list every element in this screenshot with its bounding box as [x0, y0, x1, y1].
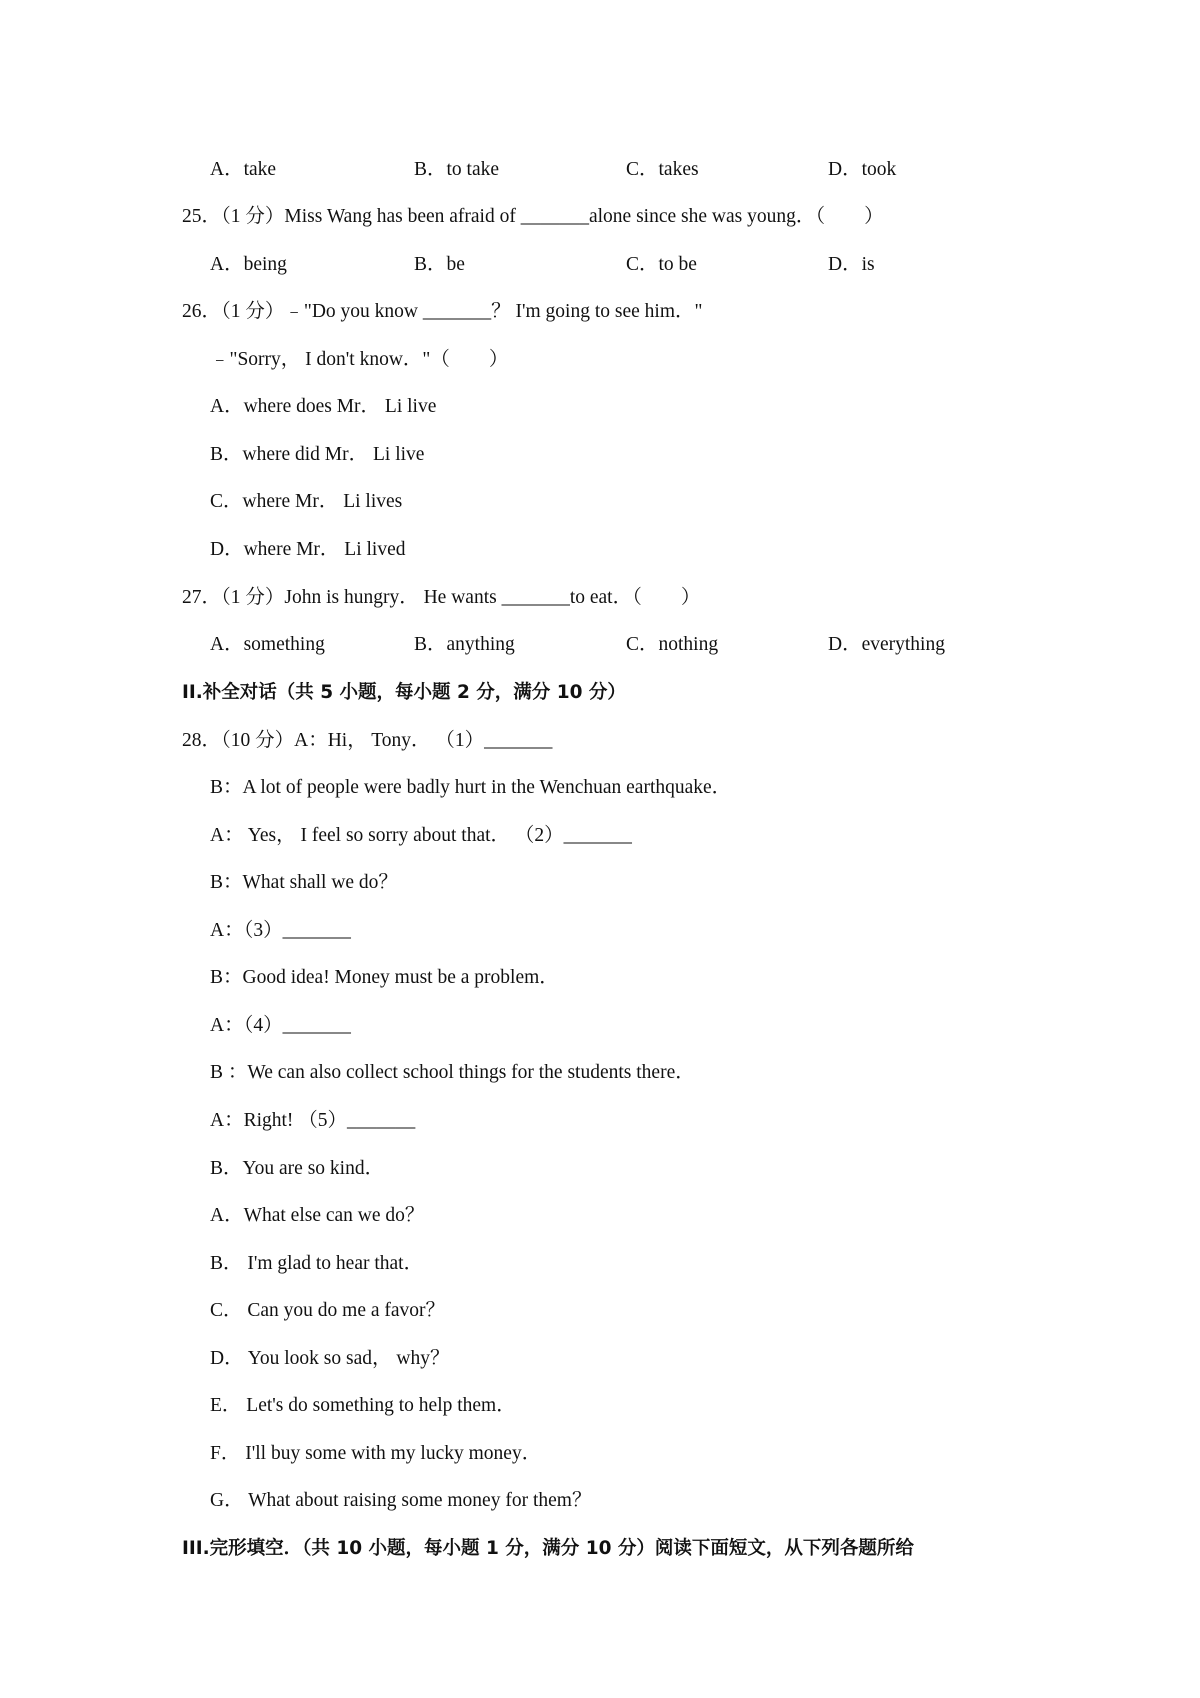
q26-option-a: A．where does Mr． Li live — [210, 396, 437, 417]
q27-option-c: C．nothing — [626, 634, 719, 655]
choice-c: C． Can you do me a favor？ — [210, 1300, 446, 1321]
q24-option-d: D．took — [828, 159, 897, 180]
q25-option-b: B．be — [414, 254, 465, 275]
choice-b: B． I'm glad to hear that． — [210, 1253, 424, 1274]
q27-option-d: D．everything — [828, 634, 945, 655]
q24-option-c: C．takes — [626, 159, 699, 180]
choice-d: D． You look so sad， why？ — [210, 1348, 450, 1369]
q26-option-c: C．where Mr． Li lives — [210, 491, 403, 512]
q26-option-b: B．where did Mr． Li live — [210, 444, 425, 465]
q26-reply: ﹣"Sorry， I don't know．"（ ） — [210, 349, 509, 370]
dialogue-line: B ：We can also collect school things for the students there． — [210, 1062, 695, 1083]
q27-option-a: A．something — [210, 634, 325, 655]
q24-option-a: A．take — [210, 159, 277, 180]
q28-stem: 28．（10 分）A：Hi， Tony． （1）_______ — [182, 730, 553, 751]
q25-stem: 25．（1 分）Miss Wang has been afraid of _______alone since she was young．（ ） — [182, 206, 884, 227]
q25-option-d: D．is — [828, 254, 875, 275]
choice-e: E． Let's do something to help them． — [210, 1395, 516, 1416]
section-2-heading: II.补全对话（共 5 小题，每小题 2 分，满分 10 分） — [182, 682, 626, 703]
dialogue-line: A： Yes， I feel so sorry about that． （2）_______ — [210, 825, 632, 846]
q26-option-d: D．where Mr． Li lived — [210, 539, 406, 560]
q25-option-a: A．being — [210, 254, 287, 275]
q24-option-b: B．to take — [414, 159, 500, 180]
choice-a: A．What else can we do？ — [210, 1205, 425, 1226]
q26-stem: 26．（1 分）﹣"Do you know _______？ I'm going to see him．" — [182, 301, 703, 322]
section-3-heading: III.完形填空．（共 10 小题，每小题 1 分，满分 10 分）阅读下面短文，从下列各题所给 — [182, 1538, 914, 1559]
dialogue-line: B：Good idea! Money must be a problem． — [210, 967, 559, 988]
dialogue-line: A：（4）_______ — [210, 1015, 351, 1036]
dialogue-line: A：Right! （5）_______ — [210, 1110, 416, 1131]
dialogue-line: B：What shall we do？ — [210, 872, 398, 893]
dialogue-line: B．You are so kind． — [210, 1158, 385, 1179]
dialogue-line: A：（3）_______ — [210, 920, 351, 941]
q27-stem: 27．（1 分）John is hungry． He wants _______to eat．（ ） — [182, 587, 701, 608]
choice-g: G． What about raising some money for them？ — [210, 1490, 592, 1511]
q27-option-b: B．anything — [414, 634, 515, 655]
choice-f: F． I'll buy some with my lucky money． — [210, 1443, 542, 1464]
q25-option-c: C．to be — [626, 254, 697, 275]
dialogue-line: B：A lot of people were badly hurt in the Wenchuan earthquake． — [210, 777, 732, 798]
